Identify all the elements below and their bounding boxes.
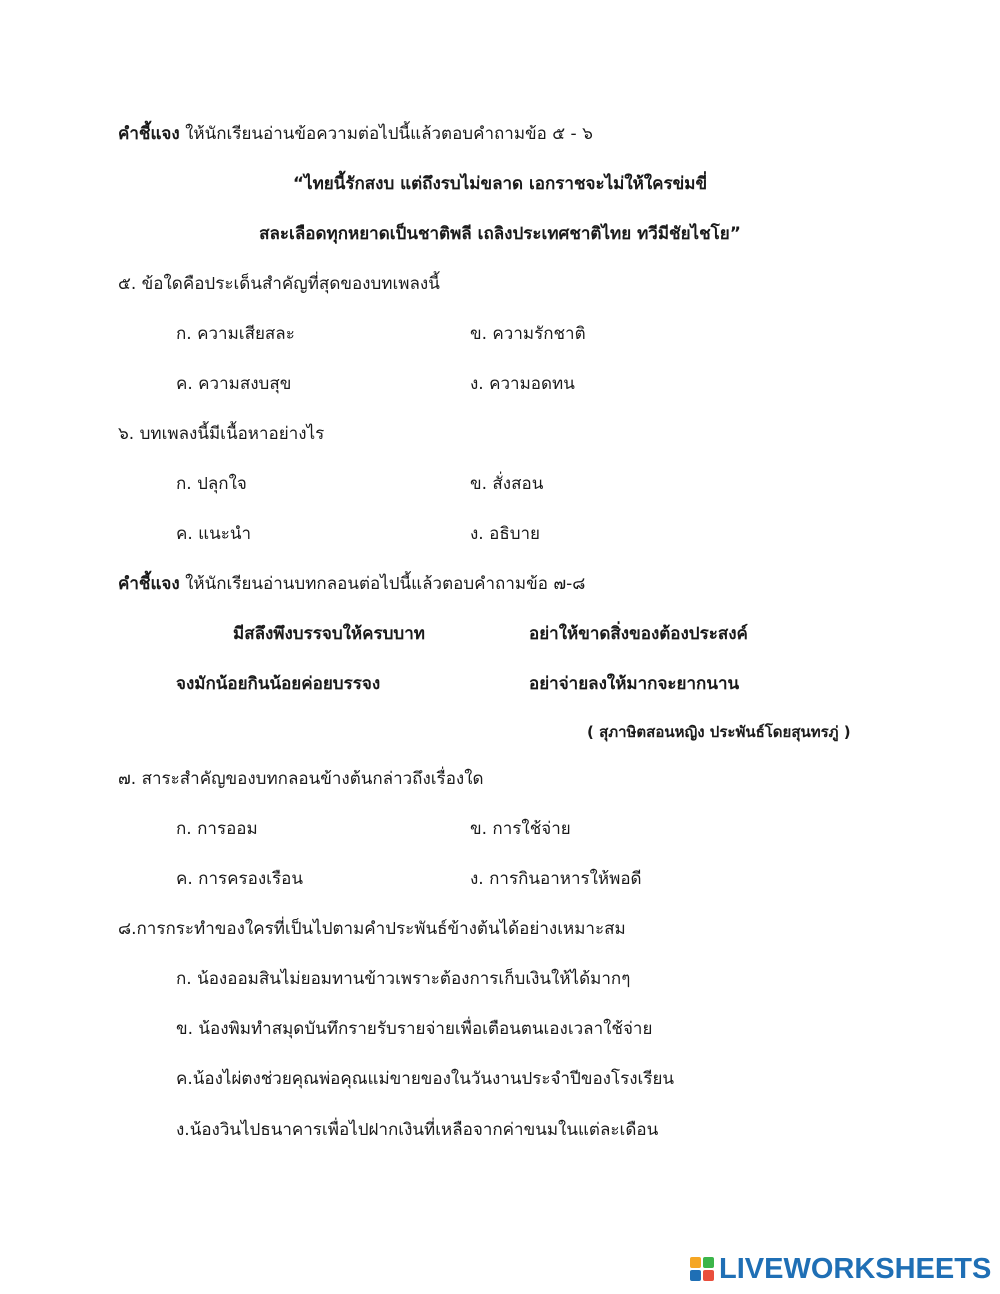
q8-option-a[interactable]: ก. น้องออมสินไม่ยอมทานข้าวเพราะต้องการเก็บเงินให้ได้มากๆ <box>176 969 631 989</box>
question-5: ๕. ข้อใดคือประเด็นสำคัญที่สุดของบทเพลงนี้ <box>118 274 440 294</box>
poem-verse-1: มีสลึงพึงบรรจบให้ครบบาท <box>233 624 425 644</box>
logo-square <box>690 1270 701 1281</box>
instructions-text: ให้นักเรียนอ่านบทกลอนต่อไปนี้แล้วตอบคำถามข้อ ๗-๘ <box>179 574 586 594</box>
q6-option-d[interactable]: ง. อธิบาย <box>470 524 540 544</box>
q6-option-b[interactable]: ข. สั่งสอน <box>470 474 544 494</box>
instructions-2 <box>118 572 585 596</box>
logo-mark-icon <box>690 1257 714 1281</box>
q7-option-a[interactable]: ก. การออม <box>176 819 258 839</box>
question-6: ๖. บทเพลงนี้มีเนื้อหาอย่างไร <box>118 424 325 444</box>
q7-option-d[interactable]: ง. การกินอาหารให้พอดี <box>470 869 642 889</box>
logo-text: LIVEWORKSHEETS <box>719 1252 992 1285</box>
question-8: ๘.การกระทำของใครที่เป็นไปตามคำประพันธ์ข้างต้นได้อย่างเหมาะสม <box>118 919 626 939</box>
instructions-1 <box>118 122 593 146</box>
instructions-label: คำชี้แจง <box>118 574 180 594</box>
poem-verse-2: อย่าให้ขาดสิ่งของต้องประสงค์ <box>529 624 748 644</box>
poem-credit: ( สุภาษิตสอนหญิง ประพันธ์โดยสุนทรภู่ ) <box>587 723 851 741</box>
quote-line-1: “ไทยนี้รักสงบ แต่ถึงรบไม่ขลาด เอกราชจะไม่ให้ใครข่มขี่ <box>292 174 708 194</box>
logo-square <box>690 1257 701 1268</box>
q7-option-b[interactable]: ข. การใช้จ่าย <box>470 819 571 839</box>
q7-option-c[interactable]: ค. การครองเรือน <box>176 869 303 889</box>
q8-option-b[interactable]: ข. น้องพิมทำสมุดบันทึกรายรับรายจ่ายเพื่อเตือนตนเองเวลาใช้จ่าย <box>176 1019 653 1039</box>
poem-verse-3: จงมักน้อยกินน้อยค่อยบรรจง <box>176 674 381 694</box>
q6-option-c[interactable]: ค. แนะนำ <box>176 524 252 544</box>
q5-option-a[interactable]: ก. ความเสียสละ <box>176 324 295 344</box>
liveworksheets-logo <box>690 1252 991 1286</box>
q5-option-d[interactable]: ง. ความอดทน <box>470 374 575 394</box>
quote-line-2: สละเลือดทุกหยาดเป็นชาติพลี เถลิงประเทศชาติไทย ทวีมีชัยไชโย” <box>259 224 741 244</box>
logo-square <box>703 1257 714 1268</box>
question-7: ๗. สาระสำคัญของบทกลอนข้างต้นกล่าวถึงเรื่องใด <box>118 769 484 789</box>
logo-square <box>703 1270 714 1281</box>
poem-verse-4: อย่าจ่ายลงให้มากจะยากนาน <box>529 674 740 694</box>
q8-option-c[interactable]: ค.น้องไผ่ตงช่วยคุณพ่อคุณแม่ขายของในวันงานประจำปีของโรงเรียน <box>176 1069 675 1089</box>
q5-option-b[interactable]: ข. ความรักชาติ <box>470 324 586 344</box>
instructions-label: คำชี้แจง <box>118 124 180 144</box>
instructions-text: ให้นักเรียนอ่านข้อความต่อไปนี้แล้วตอบคำถามข้อ ๕ - ๖ <box>179 124 593 144</box>
q5-option-c[interactable]: ค. ความสงบสุข <box>176 374 292 394</box>
q6-option-a[interactable]: ก. ปลุกใจ <box>176 474 247 494</box>
q8-option-d[interactable]: ง.น้องวินไปธนาคารเพื่อไปฝากเงินที่เหลือจากค่าขนมในแต่ละเดือน <box>176 1120 659 1140</box>
